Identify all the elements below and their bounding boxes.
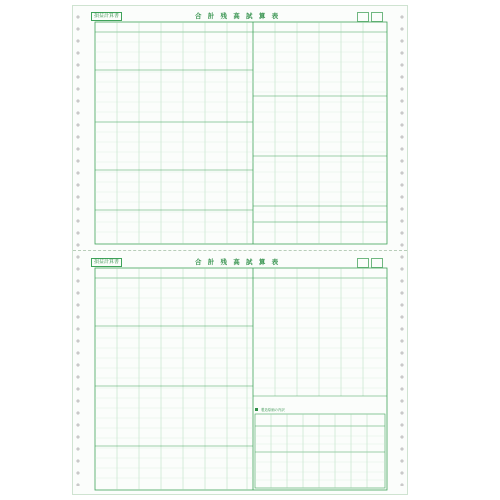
notes-marker-square	[255, 408, 258, 411]
bottom-form-panel	[87, 256, 393, 492]
notes-subtable-label: 製造原価の内訳	[261, 408, 285, 412]
top-ledger-grid	[87, 10, 395, 246]
bottom-tag-label: 損益計算書	[91, 258, 122, 267]
top-form-panel	[87, 10, 393, 246]
top-tag-label: 損益計算書	[91, 12, 122, 21]
notes-subtable-columns	[271, 414, 367, 488]
notes-subtable	[255, 414, 385, 488]
bottom-ledger-grid	[87, 256, 395, 492]
top-right-columns	[275, 22, 363, 244]
notes-subtable-rows	[255, 436, 385, 480]
top-left-columns	[117, 22, 247, 244]
accounting-form-sheet	[72, 5, 408, 495]
bottom-left-columns	[117, 268, 247, 490]
top-title: 合 計 残 高 試 算 表	[195, 12, 281, 20]
perforation-line	[73, 250, 407, 251]
bottom-right-columns	[275, 268, 363, 396]
bottom-title: 合 計 残 高 試 算 表	[195, 258, 281, 266]
